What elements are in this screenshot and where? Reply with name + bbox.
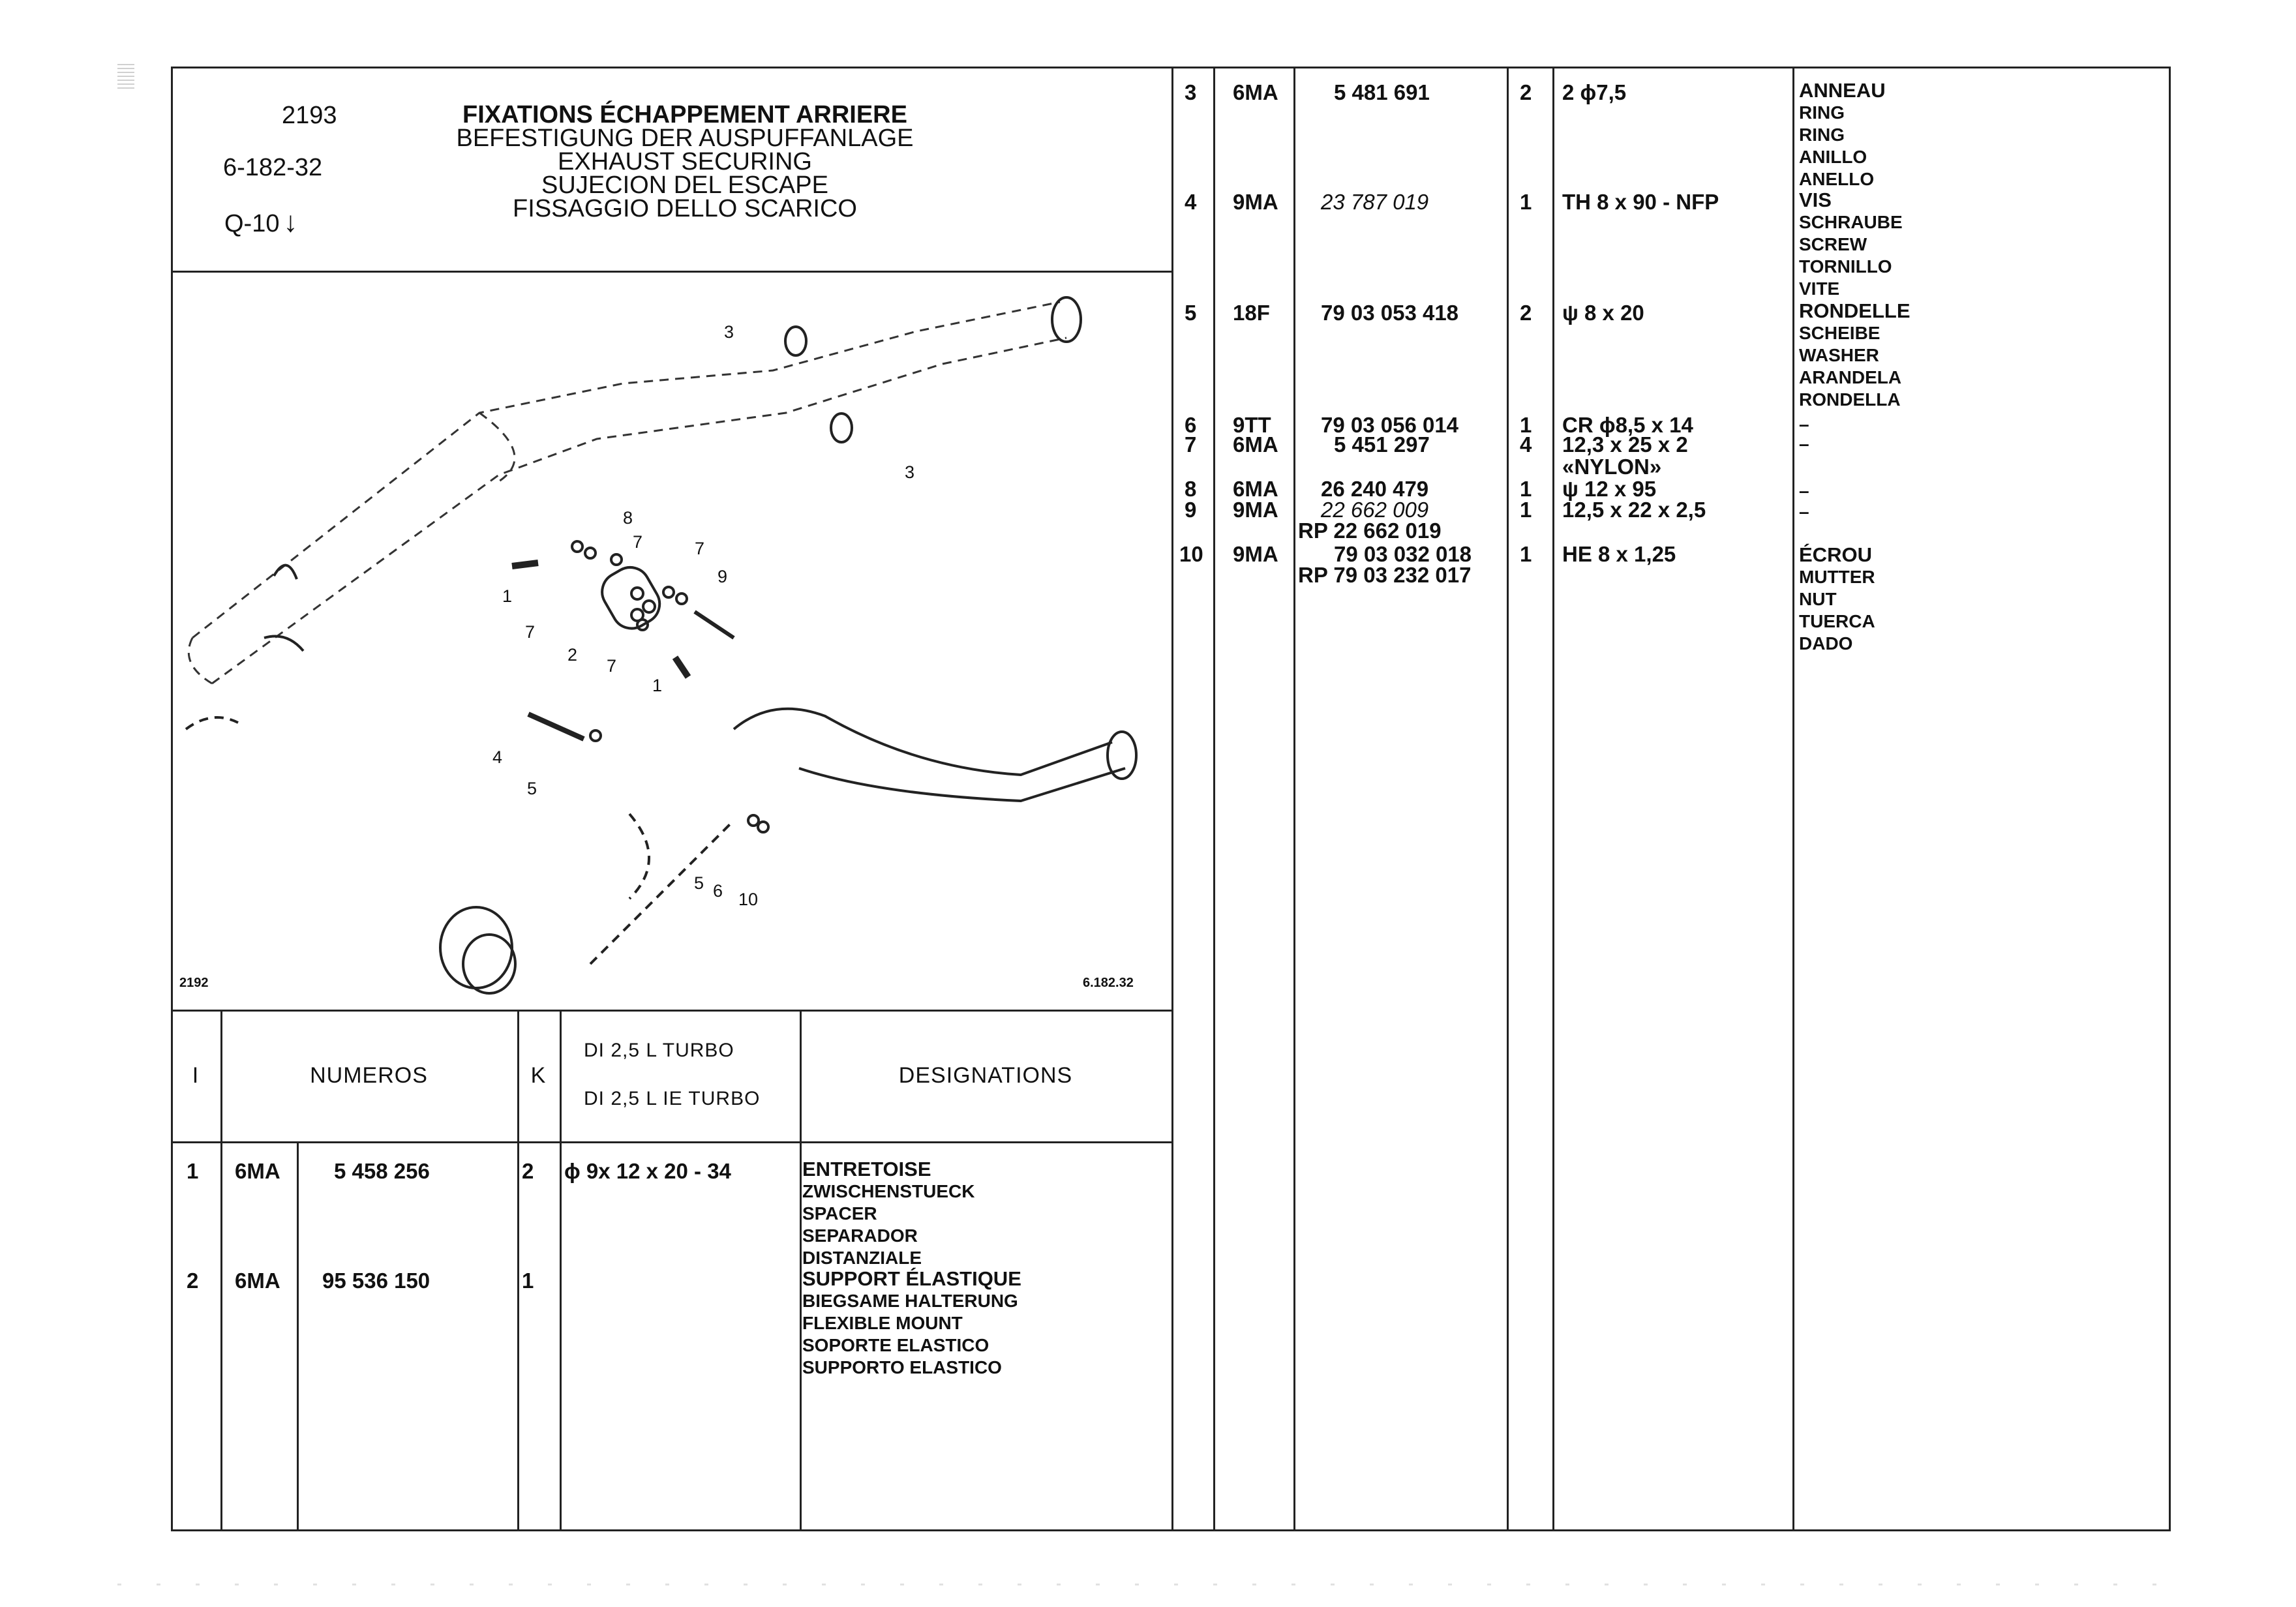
- figure-ref: 6.182.32: [1083, 976, 1134, 990]
- designation-fr: SUPPORT ÉLASTIQUE: [802, 1267, 1021, 1290]
- designation-it: ANELLO: [1799, 169, 1875, 189]
- col-header-index: I: [192, 1063, 200, 1088]
- designation-de: SCHEIBE: [1799, 323, 1881, 343]
- designation-dash: –: [1799, 414, 1809, 434]
- part-size: CR ϕ8,5 x 14: [1562, 413, 1693, 437]
- part-qty: 1: [1520, 477, 1532, 501]
- upper-pipe-edge: [192, 302, 1060, 638]
- model-code: [224, 206, 298, 238]
- callout-label: 9: [718, 567, 728, 586]
- designation-it: VITE: [1799, 278, 1840, 299]
- designation-fr: ANNEAU: [1799, 79, 1886, 102]
- part-size-note: «NYLON»: [1562, 455, 1662, 479]
- callout-label: 3: [905, 462, 915, 482]
- part-designations: [1799, 300, 1911, 411]
- part-number: 79 03 032 018: [1334, 542, 1472, 566]
- designation-de: SCHRAUBE: [1799, 212, 1903, 232]
- title-en: EXHAUST SECURING: [558, 148, 812, 175]
- col-sep: [560, 1010, 562, 1529]
- down-arrow-icon: ↓: [283, 206, 298, 238]
- callout-label: 5: [527, 779, 537, 798]
- col-sep: [297, 1141, 299, 1529]
- designation-es: TORNILLO: [1799, 256, 1892, 277]
- callout-label: 1: [502, 586, 513, 606]
- part-qty: 1: [1520, 498, 1532, 522]
- flexible-mount: [595, 560, 667, 635]
- part-index: 3: [1185, 80, 1197, 104]
- title-it: FISSAGGIO DELLO SCARICO: [513, 195, 857, 222]
- part-supplier: 18F: [1233, 301, 1270, 325]
- callout-label: 7: [633, 532, 643, 552]
- page-number: 2193: [282, 102, 337, 129]
- col-header-designations: DESIGNATIONS: [898, 1063, 1073, 1088]
- designation-es: SEPARADOR: [802, 1225, 918, 1246]
- col-header-numbers: NUMEROS: [310, 1063, 428, 1088]
- designation-dash: –: [1799, 434, 1809, 454]
- designation-fr: ÉCROU: [1799, 543, 1872, 566]
- part-alt-number: RP 22 662 019: [1298, 518, 1442, 543]
- part-number: 5 458 256: [334, 1159, 430, 1183]
- part-supplier: 9MA: [1233, 190, 1278, 214]
- table-header-divider: [171, 1141, 1173, 1143]
- designation-de: ZWISCHENSTUECK: [802, 1181, 975, 1201]
- part-supplier: 6MA: [235, 1269, 280, 1293]
- part-designations: [1799, 413, 1809, 436]
- designation-fr: VIS: [1799, 188, 1832, 211]
- part-designations: [802, 1268, 1021, 1379]
- part-alt-number: RP 79 03 232 017: [1298, 563, 1472, 587]
- part-number: 22 662 009: [1321, 498, 1429, 522]
- designation-it: RONDELLA: [1799, 389, 1901, 410]
- col-header-variant-1: DI 2,5 L TURBO: [584, 1040, 734, 1061]
- part-designations: [1799, 433, 1809, 455]
- col-sep: [1507, 67, 1509, 1529]
- pipe-end-upper: [1052, 297, 1081, 342]
- part-qty: 1: [1520, 413, 1532, 437]
- ring-part: [831, 413, 852, 442]
- col-sep: [1792, 67, 1794, 1529]
- callout-label: 10: [738, 890, 759, 909]
- part-supplier: 6MA: [1233, 432, 1278, 457]
- left-panel-border: [1171, 67, 1173, 1529]
- designation-de: MUTTER: [1799, 567, 1875, 587]
- part-size: 12,3 x 25 x 2: [1562, 432, 1688, 457]
- part-size: ψ 8 x 20: [1562, 301, 1644, 325]
- part-designations: [1799, 480, 1809, 502]
- designation-es: TUERCA: [1799, 611, 1875, 631]
- designation-dash: –: [1799, 481, 1809, 501]
- scan-mark: [117, 63, 134, 89]
- designation-en: FLEXIBLE MOUNT: [802, 1313, 963, 1333]
- part-designations: [1799, 501, 1809, 523]
- designation-en: SCREW: [1799, 234, 1867, 254]
- part-supplier: 6MA: [235, 1159, 280, 1183]
- part-size: 2 ϕ7,5: [1562, 80, 1627, 104]
- part-index: 5: [1185, 301, 1197, 325]
- part-supplier: 9TT: [1233, 413, 1271, 437]
- part-index: 8: [1185, 477, 1197, 501]
- part-number: 23 787 019: [1321, 190, 1429, 214]
- designation-fr: ENTRETOISE: [802, 1158, 931, 1180]
- designation-fr: RONDELLE: [1799, 299, 1911, 322]
- title-de: BEFESTIGUNG DER AUSPUFFANLAGE: [456, 125, 914, 152]
- exhaust-diagram: [173, 273, 1171, 1008]
- part-size: ϕ 9x 12 x 20 - 34: [564, 1159, 731, 1183]
- part-designations: [1799, 80, 1886, 190]
- diagram-divider: [171, 1010, 1173, 1012]
- page-title: [365, 103, 1004, 220]
- part-index: 2: [187, 1269, 199, 1293]
- designation-en: RING: [1799, 125, 1845, 145]
- part-size: HE 8 x 1,25: [1562, 542, 1676, 566]
- part-size: 12,5 x 22 x 2,5: [1562, 498, 1706, 522]
- col-header-qty: K: [530, 1063, 547, 1088]
- callout-label: 2: [567, 645, 578, 665]
- callout-label: 8: [623, 508, 633, 528]
- designation-it: DISTANZIALE: [802, 1248, 922, 1268]
- designation-es: SOPORTE ELASTICO: [802, 1335, 989, 1355]
- part-supplier: 9MA: [1233, 542, 1278, 566]
- part-index: 1: [187, 1159, 199, 1183]
- title-es: SUJECION DEL ESCAPE: [541, 172, 828, 199]
- col-header-variant-2: DI 2,5 L IE TURBO: [584, 1088, 761, 1109]
- callout-label: 4: [492, 747, 503, 767]
- part-size: ψ 12 x 95: [1562, 477, 1657, 501]
- model-code-text: Q-10: [224, 210, 280, 237]
- part-number: 95 536 150: [322, 1269, 430, 1293]
- part-designations: [1799, 544, 1875, 655]
- part-qty: 4: [1520, 432, 1532, 457]
- upper-pipe-edge: [212, 338, 1066, 683]
- col-sep: [1293, 67, 1295, 1529]
- designation-es: ARANDELA: [1799, 367, 1902, 387]
- part-index: 7: [1185, 432, 1197, 457]
- part-qty: 1: [1520, 190, 1532, 214]
- part-index: 10: [1179, 542, 1203, 566]
- part-number: 79 03 056 014: [1321, 413, 1459, 437]
- designation-it: SUPPORTO ELASTICO: [802, 1357, 1002, 1377]
- scan-noise: [117, 1584, 2179, 1585]
- designation-de: BIEGSAME HALTERUNG: [802, 1291, 1018, 1311]
- part-designations: [802, 1158, 974, 1269]
- title-fr: FIXATIONS ÉCHAPPEMENT ARRIERE: [462, 101, 907, 128]
- part-supplier: 9MA: [1233, 498, 1278, 522]
- ring-part: [785, 327, 806, 355]
- designation-en: SPACER: [802, 1203, 877, 1224]
- callout-label: 1: [652, 676, 663, 695]
- callout-label: 7: [525, 622, 536, 642]
- col-sep: [1213, 67, 1215, 1529]
- designation-de: RING: [1799, 102, 1845, 123]
- part-qty: 1: [1520, 542, 1532, 566]
- callout-label: 5: [694, 873, 704, 893]
- part-number: 79 03 053 418: [1321, 301, 1459, 325]
- callout-label: 6: [713, 881, 723, 901]
- part-index: 4: [1185, 190, 1197, 214]
- part-qty: 2: [1520, 301, 1532, 325]
- col-sep: [1552, 67, 1554, 1529]
- designation-dash: –: [1799, 502, 1809, 522]
- callout-label: 7: [607, 656, 617, 676]
- part-number: 5 451 297: [1334, 432, 1430, 457]
- part-supplier: 6MA: [1233, 477, 1278, 501]
- designation-en: WASHER: [1799, 345, 1879, 365]
- part-qty: 1: [522, 1269, 534, 1293]
- part-supplier: 6MA: [1233, 80, 1278, 104]
- part-index: 6: [1185, 413, 1197, 437]
- figure-number: 2192: [179, 976, 209, 990]
- part-size: TH 8 x 90 - NFP: [1562, 190, 1719, 214]
- part-number: 26 240 479: [1321, 477, 1429, 501]
- callout-label: 7: [695, 539, 705, 558]
- tail-outlet: [440, 907, 512, 988]
- designation-it: DADO: [1799, 633, 1853, 653]
- part-index: 9: [1185, 498, 1197, 522]
- part-qty: 2: [522, 1159, 534, 1183]
- part-designations: [1799, 189, 1903, 300]
- designation-en: NUT: [1799, 589, 1837, 609]
- part-qty: 2: [1520, 80, 1532, 104]
- ref-code: 6-182-32: [223, 154, 323, 181]
- callout-label: 3: [724, 322, 734, 342]
- designation-es: ANILLO: [1799, 147, 1867, 167]
- part-number: 5 481 691: [1334, 80, 1430, 104]
